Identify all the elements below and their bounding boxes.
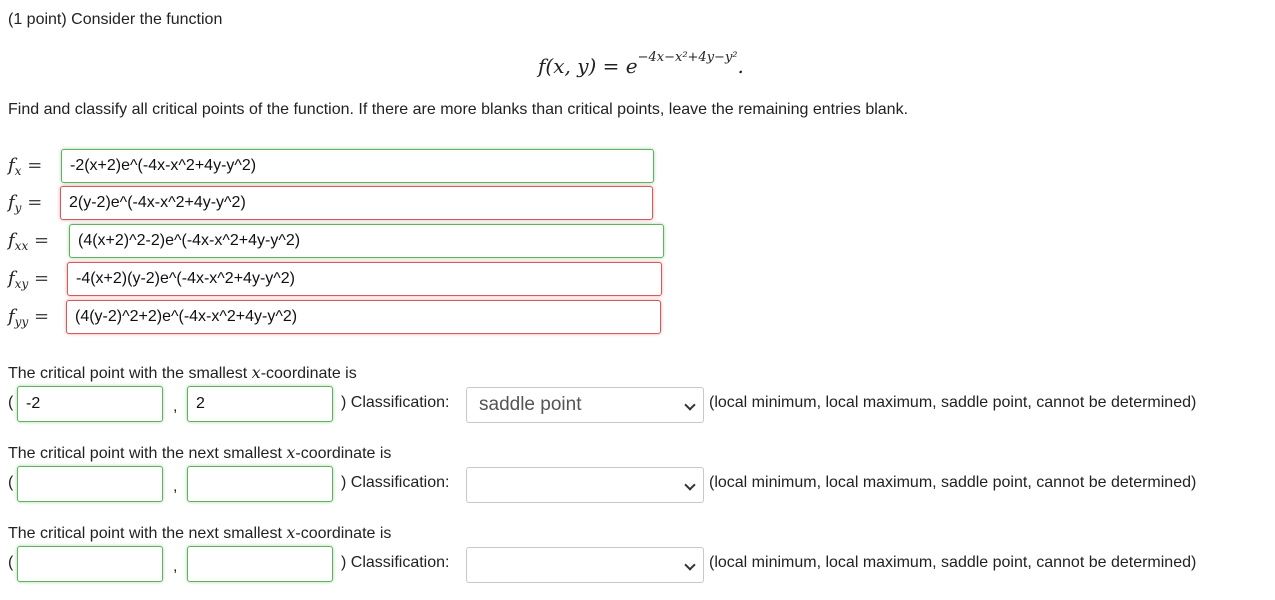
cp3-open-paren: ( (8, 554, 14, 571)
cp3-options-hint: (local minimum, local maximum, saddle point, cannot be determined) (709, 554, 1197, 571)
cp1-selected-value: saddle point (479, 394, 582, 415)
cp2-y-input[interactable] (187, 466, 333, 502)
cp3-classification-label: ) Classification: (341, 554, 450, 571)
chevron-down-icon (684, 479, 695, 490)
fyy-input[interactable] (66, 300, 661, 334)
critical-point-3-prompt: The critical point with the next smallest x-coordinate is (8, 523, 392, 542)
cp1-open-paren: ( (8, 394, 14, 411)
formula-end: . (737, 54, 744, 78)
cp2-classification-select[interactable] (466, 467, 704, 503)
fxy-input[interactable] (67, 262, 662, 296)
fy-input[interactable] (60, 186, 653, 220)
cp2-comma: , (173, 478, 178, 495)
cp3-classification-select[interactable] (466, 547, 704, 583)
critical-point-1-prompt: The critical point with the smallest x-coordinate is (8, 363, 357, 382)
cp2-x-input[interactable] (17, 466, 163, 502)
cp2-options-hint: (local minimum, local maximum, saddle point, cannot be determined) (709, 474, 1197, 491)
cp1-options-hint: (local minimum, local maximum, saddle point, cannot be determined) (709, 394, 1197, 411)
cp1-y-input[interactable] (187, 386, 333, 422)
cp3-comma: , (173, 558, 178, 575)
function-formula (538, 50, 744, 78)
fx-input[interactable] (61, 149, 654, 183)
formula-lhs: f(x, y) = e (538, 54, 638, 78)
critical-point-2-prompt: The critical point with the next smallest x-coordinate is (8, 443, 392, 462)
cp1-comma: , (173, 398, 178, 415)
fyy-label: $f_{yy}$ = (8, 306, 50, 329)
formula-exponent: −4x−x²+4y−y² (637, 50, 738, 66)
fxx-label: $f_{xx}$ = (8, 230, 50, 253)
problem-header: (1 point) Consider the function (8, 11, 223, 28)
fy-label: $f_y$ = (8, 192, 43, 215)
cp2-open-paren: ( (8, 474, 14, 491)
instructions-text: Find and classify all critical points of the function. If there are more blanks than critical points, leave the remaining entries blank. (8, 101, 909, 118)
cp1-classification-label: ) Classification: (341, 394, 450, 411)
fx-label: $f_x$ = (8, 155, 43, 178)
cp3-y-input[interactable] (187, 546, 333, 582)
fxx-input[interactable] (69, 224, 664, 258)
cp1-x-input[interactable] (17, 386, 163, 422)
fxy-label: $f_{xy}$ = (8, 268, 50, 291)
chevron-down-icon (684, 399, 695, 410)
chevron-down-icon (684, 559, 695, 570)
cp1-classification-select[interactable] (466, 387, 704, 423)
cp2-classification-label: ) Classification: (341, 474, 450, 491)
cp3-x-input[interactable] (17, 546, 163, 582)
